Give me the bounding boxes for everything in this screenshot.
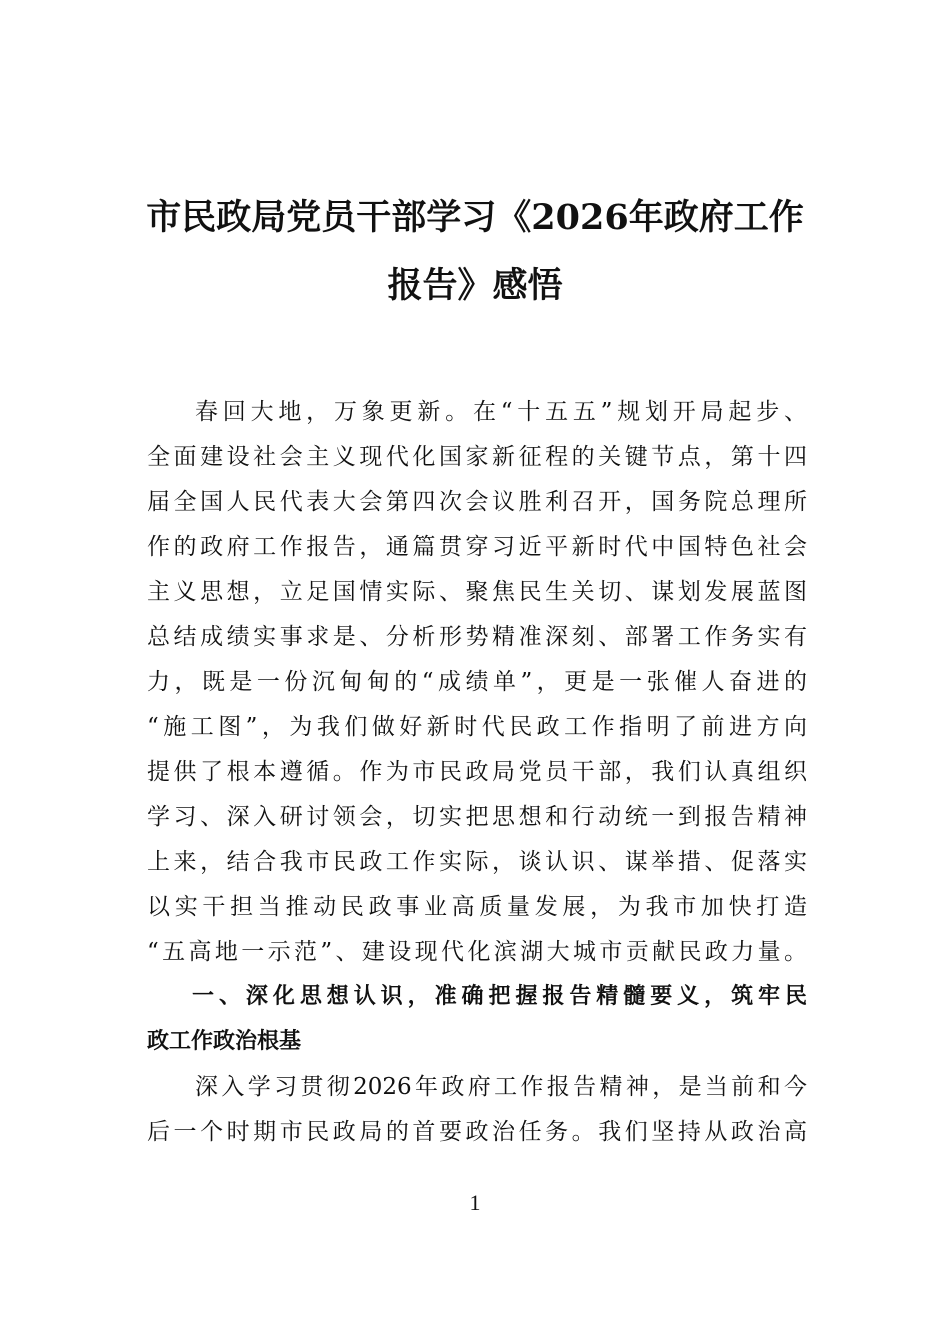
paragraph-line: “施工图”，为我们做好新时代民政工作指明了前进方向: [147, 714, 807, 740]
document-title-line-2: 报告》感悟: [387, 265, 563, 306]
paragraph-line: 主义思想，立足国情实际、聚焦民生关切、谋划发展蓝图: [147, 579, 807, 605]
page-number: 1: [469, 1190, 481, 1215]
section-heading-line-2: 政工作政治根基: [147, 1029, 302, 1054]
paragraph-line: 全面建设社会主义现代化国家新征程的关键节点，第十四: [147, 444, 807, 470]
paragraph-line: 以实干担当推动民政事业高质量发展，为我市加快打造: [147, 894, 807, 920]
paragraph-line: 届全国人民代表大会第四次会议胜利召开，国务院总理所: [147, 489, 807, 515]
paragraph-line: 春回大地，万象更新。在“十五五”规划开局起步、: [195, 399, 807, 425]
paragraph-line: 作的政府工作报告，通篇贯穿习近平新时代中国特色社会: [147, 534, 807, 560]
paragraph-line: 上来，结合我市民政工作实际，谈认识、谋举措、促落实: [147, 849, 807, 875]
paragraph-line: 深入学习贯彻2026年政府工作报告精神，是当前和今: [195, 1074, 807, 1100]
paragraph-line: 总结成绩实事求是、分析形势精准深刻、部署工作务实有: [147, 624, 807, 650]
paragraph-line: 力，既是一份沉甸甸的“成绩单”，更是一张催人奋进的: [147, 669, 807, 695]
paragraph-line: 学习、深入研讨领会，切实把思想和行动统一到报告精神: [147, 804, 807, 830]
paragraph-line: “五高地一示范”、建设现代化滨湖大城市贡献民政力量。: [147, 939, 807, 965]
paragraph-line: 后一个时期市民政局的首要政治任务。我们坚持从政治高: [147, 1119, 807, 1145]
document-title-line-1: 市民政局党员干部学习《2026年政府工作: [146, 197, 804, 238]
section-heading-line-1: 一、深化思想认识，准确把握报告精髓要义，筑牢民: [192, 984, 807, 1009]
paragraph-line: 提供了根本遵循。作为市民政局党员干部，我们认真组织: [147, 759, 807, 785]
